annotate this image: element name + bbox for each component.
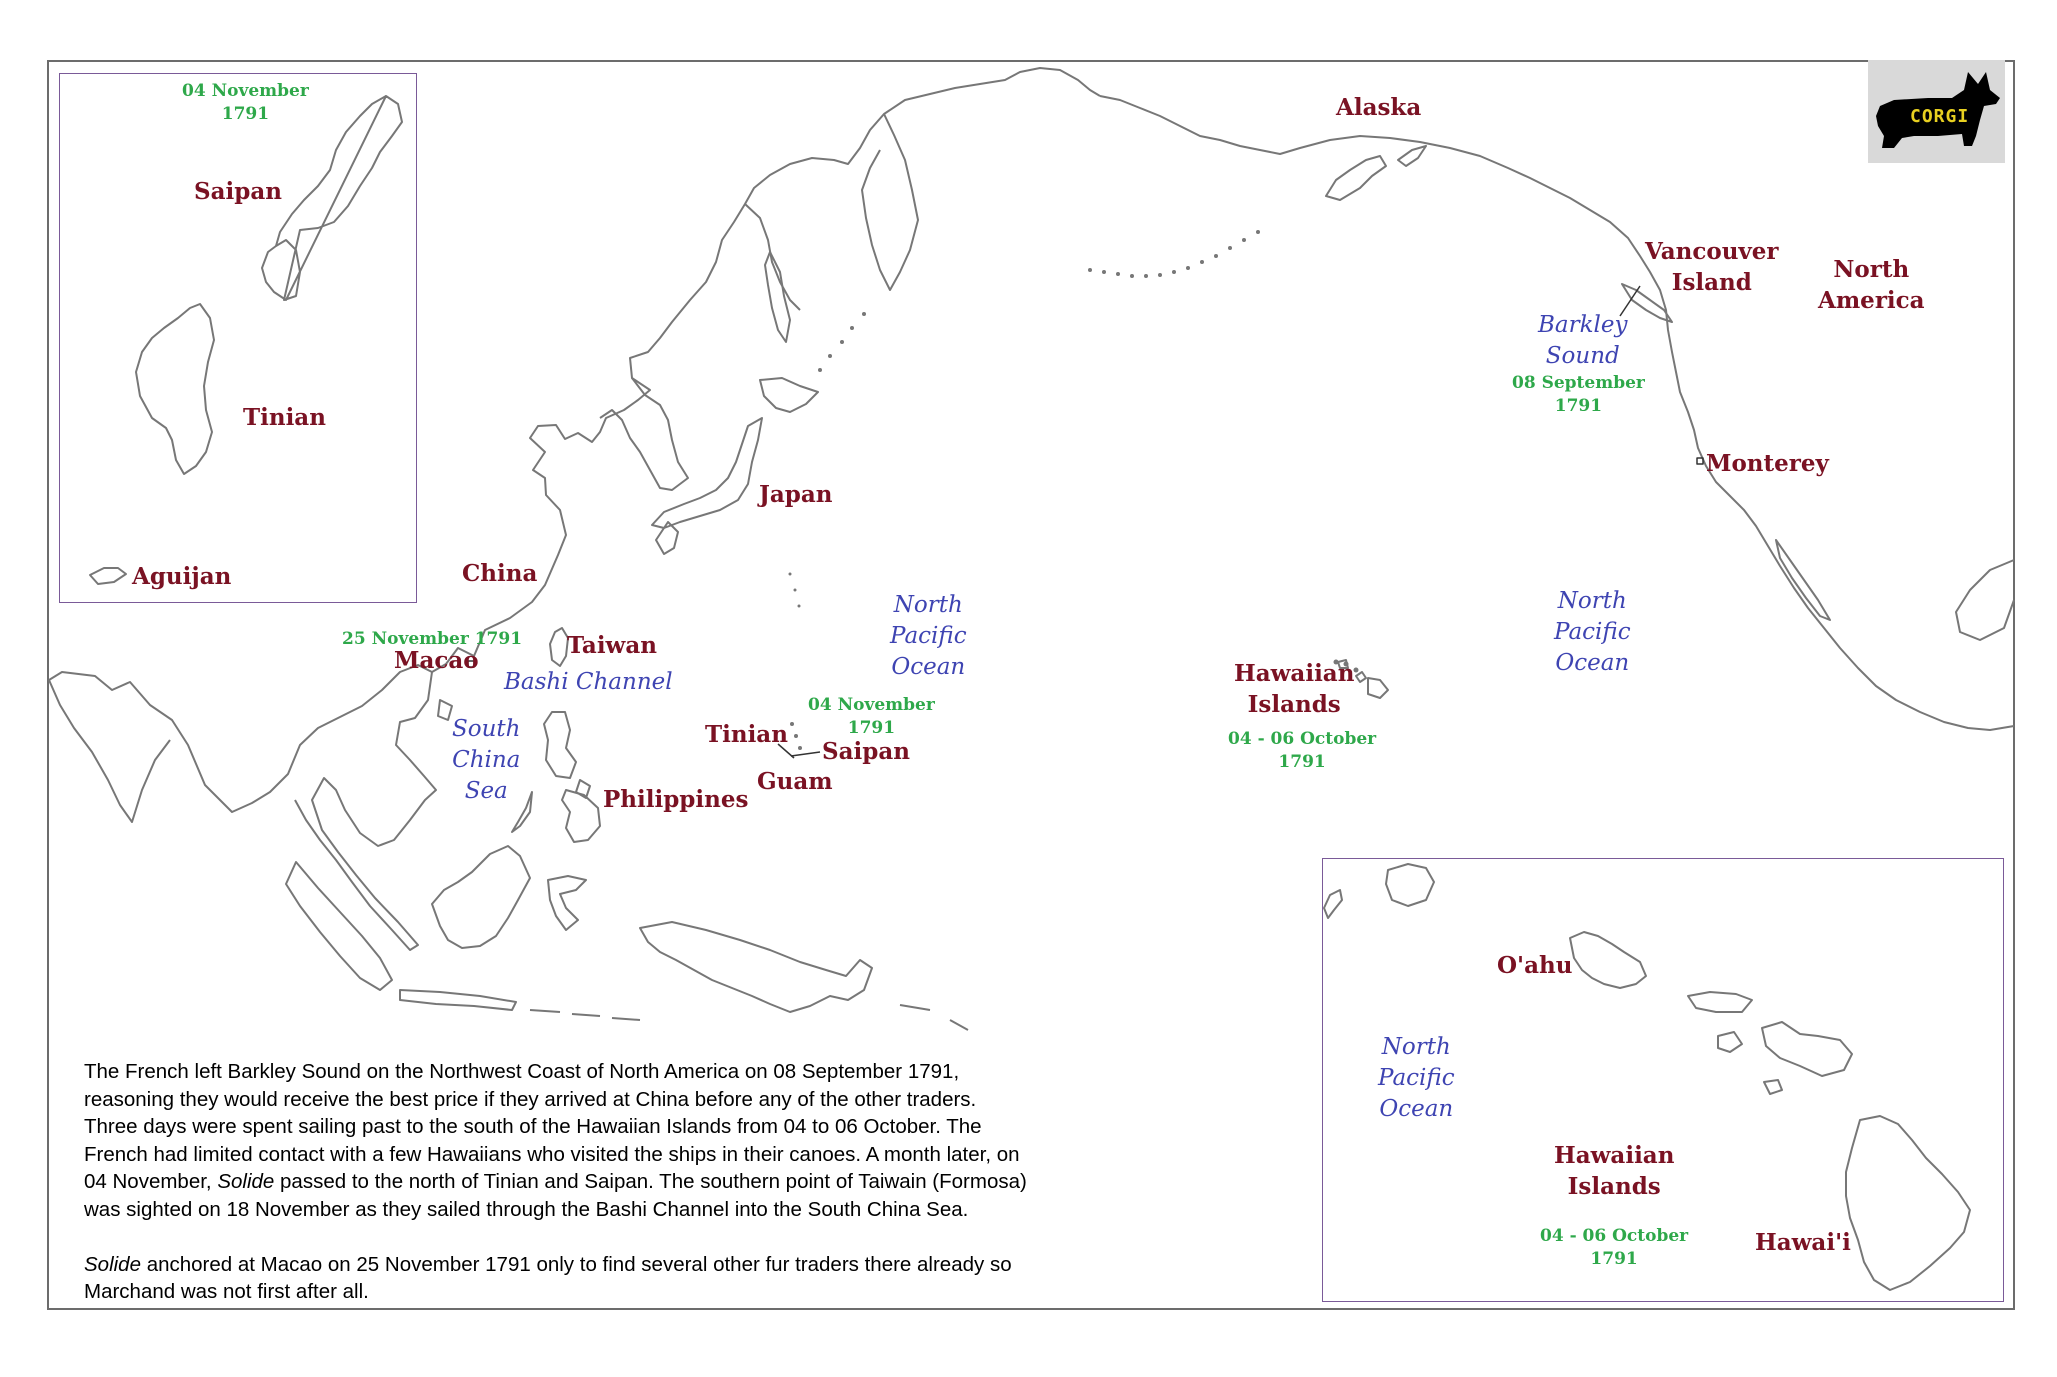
gulf-of-california (1776, 540, 1830, 620)
macao-label: Macao (394, 647, 479, 674)
vancouver-line2: Island (1671, 269, 1752, 297)
lesser-sunda-islands (530, 1005, 968, 1030)
inset-marianas-date-line1: 04 November (182, 81, 309, 101)
bashi-channel-label: Bashi Channel (504, 669, 673, 695)
inset-hawaiian-line2: Islands (1567, 1173, 1661, 1201)
narrative-ship-name-2: Solide (84, 1252, 141, 1276)
hokkaido-coastline (760, 378, 818, 412)
central-america-east (1956, 560, 2014, 640)
indochina-coastline (295, 672, 436, 950)
new-guinea-coastline (640, 922, 872, 1012)
narrative-p1-line4: French had limited contact with a few Hawaiians who visited the ships in their canoes. A month later, on (84, 1142, 1020, 1166)
korea-coastline (600, 378, 688, 490)
npo-west-line2: Pacific (890, 623, 967, 650)
hawaii-date-line2: 1791 (1278, 751, 1326, 772)
inset-ocean-line1: North (1381, 1034, 1451, 1060)
saipan-leader-line (791, 752, 820, 756)
saipan-date-line2: 1791 (847, 717, 896, 738)
taiwan-label: Taiwan (567, 632, 657, 659)
japan-label: Japan (759, 481, 833, 508)
visayas-coastline (576, 780, 590, 798)
marianas-inset (59, 73, 417, 603)
hawaii-big-island-main (1368, 678, 1388, 698)
barkley-line2: Sound (1545, 343, 1620, 370)
monterey-label: Monterey (1706, 450, 1829, 477)
tinian-label: Tinian (705, 721, 788, 748)
borneo-coastline (432, 846, 530, 948)
narrative-p1-line3: Three days were spent sailing past to the south of the Hawaiian Islands from 04 to 06 October. The (84, 1115, 982, 1139)
narrative-p1-line2: reasoning they would receive the best price if they arrived at China before any of the other traders. (84, 1087, 977, 1111)
barkley-line1: Barkley (1538, 312, 1628, 338)
north-america-line1: North (1833, 256, 1910, 283)
inset-hawaii-date-line2: 1791 (1590, 1248, 1638, 1269)
luzon-coastline (544, 712, 576, 778)
vancouver-line1: Vancouver (1645, 238, 1779, 265)
alaska-label: Alaska (1336, 94, 1422, 121)
narrative-p1-line1: The French left Barkley Sound on the Northwest Coast of North America on 08 September 1791, (84, 1060, 960, 1083)
north-pacific-east-label (1554, 586, 1631, 679)
scs-line1: South (452, 716, 521, 742)
hawaiian-line2: Islands (1247, 691, 1341, 719)
narrative-p2-line1: anchored at Macao on 25 November 1791 only to find several other fur traders there already so (141, 1252, 1012, 1276)
narrative-ship-name: Solide (217, 1170, 275, 1194)
mindanao-coastline (562, 790, 600, 842)
sulawesi-coastline (548, 876, 586, 930)
narrative-text (84, 1058, 1224, 1333)
inset-tinian-label: Tinian (243, 404, 326, 431)
barkley-date (1512, 372, 1645, 418)
inset-hawaii-big-island-label: Hawai'i (1755, 1229, 1851, 1256)
inset-ocean-label (1378, 1032, 1455, 1125)
inset-marianas-date (182, 80, 309, 126)
sumatra-coastline (286, 862, 392, 990)
kamchatka-coastline (862, 114, 918, 290)
npo-west-line3: Ocean (891, 654, 966, 681)
saipan-label: Saipan (822, 738, 910, 765)
corgi-logo (1868, 60, 2005, 163)
inset-aguijan-label: Aguijan (132, 563, 232, 590)
south-china-sea-label (452, 714, 520, 807)
philippines-label: Philippines (603, 786, 749, 813)
hawaii-date-line1: 04 - 06 October (1228, 729, 1377, 749)
inset-ocean-line2: Pacific (1378, 1065, 1455, 1092)
india-coastline (49, 680, 170, 822)
inset-hawaii-date (1540, 1225, 1688, 1271)
narrative-paragraph-1 (84, 1058, 1224, 1224)
inset-hawaiian-line1: Hawaiian (1554, 1142, 1675, 1169)
corgi-logo-text: CORGI (1910, 106, 1970, 127)
barkley-date-line1: 08 September (1512, 373, 1645, 393)
macao-date: 25 November 1791 (342, 629, 523, 649)
java-coastline (400, 990, 516, 1010)
narrative-p1-line5a: 04 November, (84, 1170, 218, 1194)
honshu-coastline (652, 418, 762, 528)
inset-hawaii-date-line1: 04 - 06 October (1540, 1226, 1689, 1246)
north-america-label (1818, 254, 1925, 316)
npo-east-line3: Ocean (1555, 650, 1630, 677)
hawaii-maui-main (1356, 672, 1366, 682)
saipan-date-line1: 04 November (808, 695, 935, 715)
inset-hawaiian-islands-label (1554, 1140, 1674, 1202)
taiwan-coastline (550, 628, 568, 666)
npo-west-line1: North (893, 592, 963, 618)
narrative-p1-line6: was sighted on 18 November as they sailed through the Bashi Channel into the South China Sea. (84, 1197, 969, 1221)
hainan-coastline (438, 700, 452, 720)
scs-line3: Sea (464, 778, 508, 805)
vancouver-island-label (1645, 236, 1779, 298)
alaska-peninsula (1326, 146, 1426, 200)
guam-label: Guam (757, 768, 833, 795)
hawaii-date (1228, 728, 1376, 774)
barkley-date-line2: 1791 (1554, 395, 1603, 416)
barkley-sound-label (1538, 310, 1628, 372)
sakhalin-coastline (765, 252, 790, 342)
saipan-date (808, 694, 935, 740)
narrative-paragraph-2 (84, 1251, 1224, 1306)
china-label: China (462, 560, 538, 587)
hawaiian-islands-label (1234, 658, 1354, 720)
hawaiian-line1: Hawaiian (1234, 660, 1355, 687)
narrative-p1-line5b: passed to the north of Tinian and Saipan. The southern point of Taiwain (Formosa) (274, 1170, 1027, 1194)
north-america-line2: America (1818, 287, 1925, 315)
npo-east-line1: North (1557, 588, 1627, 614)
inset-saipan-label: Saipan (194, 178, 282, 205)
inset-oahu-label: O'ahu (1497, 952, 1573, 979)
inset-ocean-line3: Ocean (1379, 1096, 1454, 1123)
inset-marianas-date-line2: 1791 (221, 103, 270, 124)
north-pacific-west-label (890, 590, 967, 683)
scs-line2: China (452, 747, 521, 774)
npo-east-line2: Pacific (1554, 619, 1631, 646)
narrative-p2-line2: Marchand was not first after all. (84, 1280, 369, 1304)
